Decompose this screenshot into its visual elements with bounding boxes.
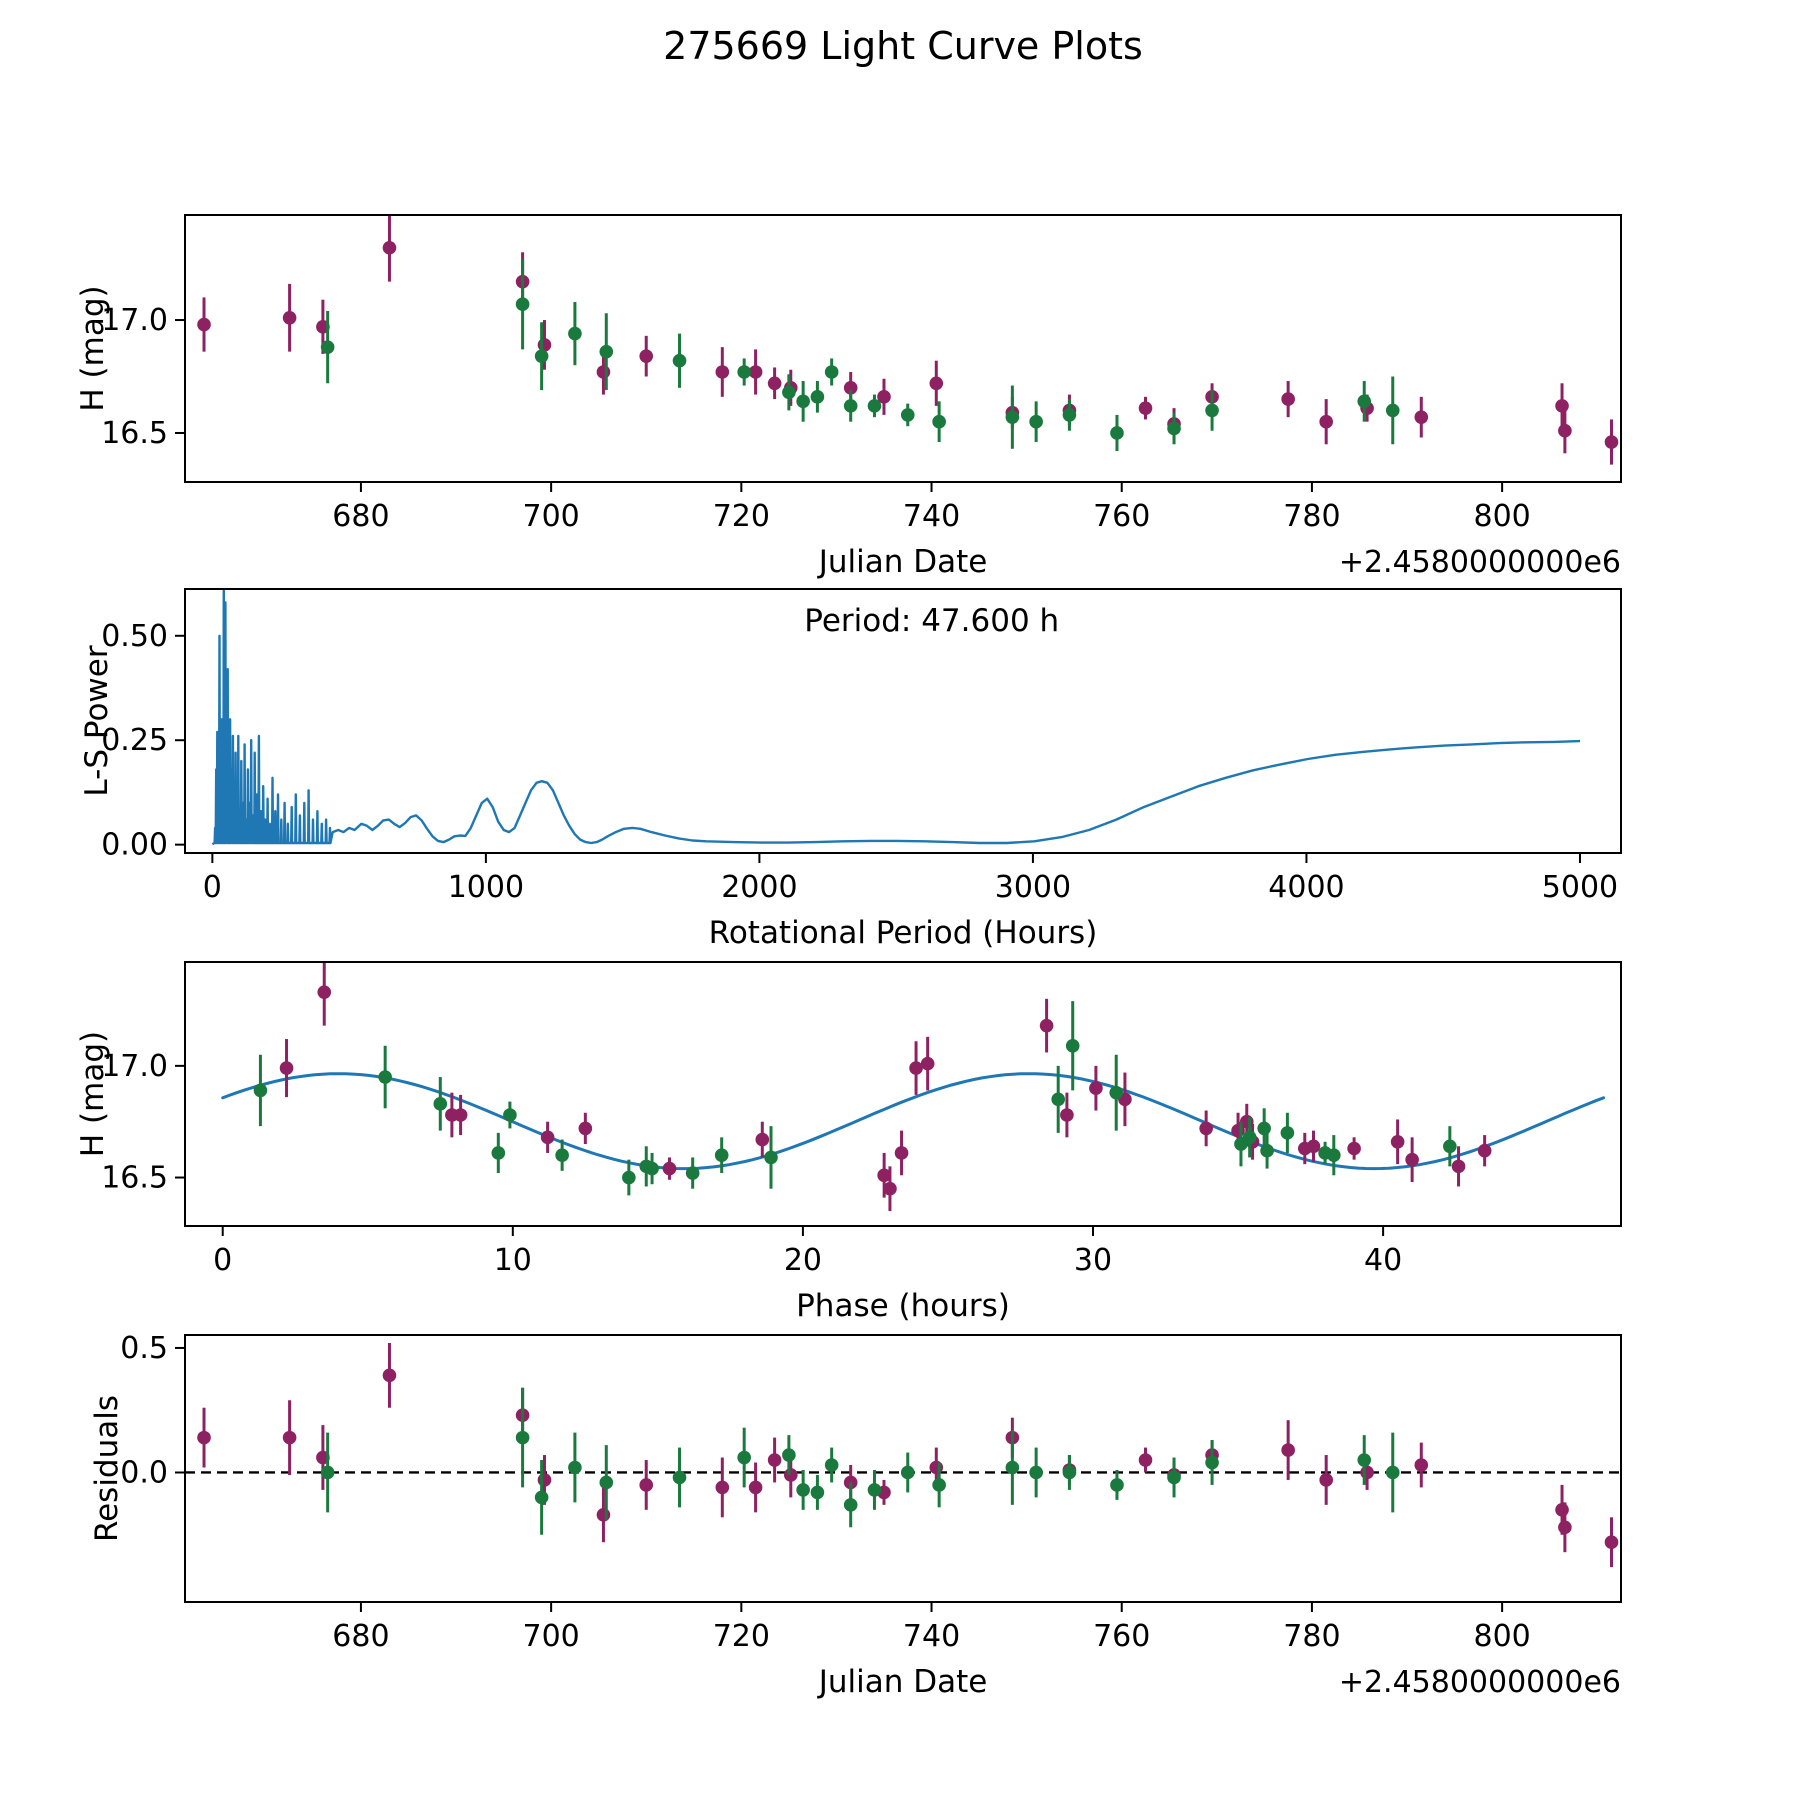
y-tick-label: 16.5: [101, 1160, 168, 1196]
x-tick-label: 720: [712, 1619, 770, 1654]
data-point: [1319, 1473, 1333, 1487]
data-point: [1110, 1478, 1124, 1492]
data-point: [749, 1481, 763, 1495]
data-point: [1360, 1466, 1374, 1480]
data-point: [639, 1478, 653, 1492]
data-point: [1386, 1466, 1400, 1480]
x-tick-label: 4000: [1268, 870, 1345, 905]
x-tick-label: 800: [1473, 1619, 1531, 1654]
data-point: [716, 1481, 730, 1495]
phase-curve-y-label: H (mag): [75, 1030, 111, 1158]
x-tick-label: 1000: [447, 870, 525, 905]
data-point: [1205, 1456, 1219, 1470]
data-point: [768, 1453, 782, 1467]
periodogram-x-label: Rotational Period (Hours): [708, 915, 1098, 951]
y-tick-label: 0.00: [101, 827, 168, 863]
x-tick-label: 680: [332, 499, 390, 534]
data-point: [1605, 1535, 1619, 1549]
data-point: [568, 1461, 582, 1475]
data-point: [1167, 1471, 1181, 1485]
data-point: [1063, 1466, 1077, 1480]
x-tick-label: 0: [213, 1243, 233, 1278]
residuals-x-axis: [332, 1602, 1530, 1654]
data-point: [929, 1461, 943, 1475]
residuals-x-label: Julian Date: [818, 1664, 988, 1700]
x-tick-label: 40: [1364, 1243, 1403, 1278]
data-point: [599, 1476, 613, 1490]
period-annotation: Period: 47.600 h: [804, 603, 1060, 640]
data-point: [868, 1483, 882, 1497]
data-point: [796, 1483, 810, 1497]
data-point: [321, 1466, 335, 1480]
x-tick-label: 680: [332, 1619, 390, 1654]
y-tick-label: 16.5: [101, 415, 168, 451]
data-point: [901, 1466, 915, 1480]
y-tick-label: 17.0: [101, 303, 168, 339]
x-tick-label: 5000: [1541, 870, 1619, 905]
data-point: [197, 1431, 211, 1445]
residuals-set-b: [321, 1388, 1400, 1535]
data-point: [516, 1431, 530, 1445]
data-point: [784, 1468, 798, 1482]
y-tick-label: 17.0: [101, 1048, 168, 1084]
data-point: [1357, 1453, 1371, 1467]
data-point: [1558, 1520, 1572, 1534]
x-tick-label: 700: [522, 1619, 580, 1654]
data-point: [535, 1491, 549, 1505]
data-point: [673, 1471, 687, 1485]
data-point: [844, 1498, 858, 1512]
periodogram-y-label: L-S Power: [79, 645, 115, 797]
residuals-data-area: [185, 1343, 1621, 1567]
data-point: [811, 1486, 825, 1500]
x-tick-label: 3000: [994, 870, 1072, 905]
x-tick-label: 10: [493, 1243, 532, 1278]
residuals-y-axis: [120, 1331, 185, 1491]
x-tick-label: 800: [1473, 499, 1531, 534]
data-point: [782, 1448, 796, 1462]
data-point: [283, 1431, 297, 1445]
light-curve-x-label: Julian Date: [818, 544, 988, 580]
residuals-y-label: Residuals: [89, 1394, 125, 1543]
x-tick-label: 30: [1073, 1243, 1113, 1278]
data-point: [597, 1508, 611, 1522]
x-tick-label: 740: [902, 499, 961, 534]
data-point: [1281, 1443, 1295, 1457]
figure-title: 275669 Light Curve Plots: [663, 24, 1143, 68]
data-point: [1414, 1458, 1428, 1472]
light-curve-y-label: H (mag): [75, 285, 111, 412]
x-tick-label: 2000: [721, 870, 798, 905]
data-point: [1029, 1466, 1043, 1480]
x-tick-label: 760: [1093, 499, 1151, 534]
data-point: [538, 1473, 552, 1487]
data-point: [383, 1369, 397, 1383]
light-curve-x-offset-label: +2.4580000000e6: [1338, 545, 1621, 580]
data-point: [825, 1458, 839, 1472]
data-point: [737, 1451, 751, 1465]
x-tick-label: 0: [202, 870, 222, 905]
y-tick-label: 0.5: [120, 1330, 168, 1366]
data-point: [1006, 1461, 1020, 1475]
x-tick-label: 20: [783, 1243, 823, 1278]
phase-curve-x-label: Phase (hours): [796, 1288, 1010, 1324]
x-tick-label: 740: [902, 1619, 961, 1654]
y-tick-label: 0.25: [101, 723, 168, 759]
residuals-x-offset-label: +2.4580000000e6: [1338, 1665, 1621, 1700]
x-tick-label: 780: [1283, 499, 1341, 534]
data-point: [932, 1478, 946, 1492]
x-tick-label: 720: [712, 499, 770, 534]
y-tick-label: 0.50: [101, 618, 168, 654]
x-tick-label: 700: [522, 499, 580, 534]
x-tick-label: 760: [1093, 1619, 1151, 1654]
y-tick-label: 0.0: [120, 1455, 168, 1491]
x-tick-label: 780: [1283, 1619, 1341, 1654]
data-point: [1555, 1503, 1569, 1517]
data-point: [1139, 1453, 1153, 1467]
